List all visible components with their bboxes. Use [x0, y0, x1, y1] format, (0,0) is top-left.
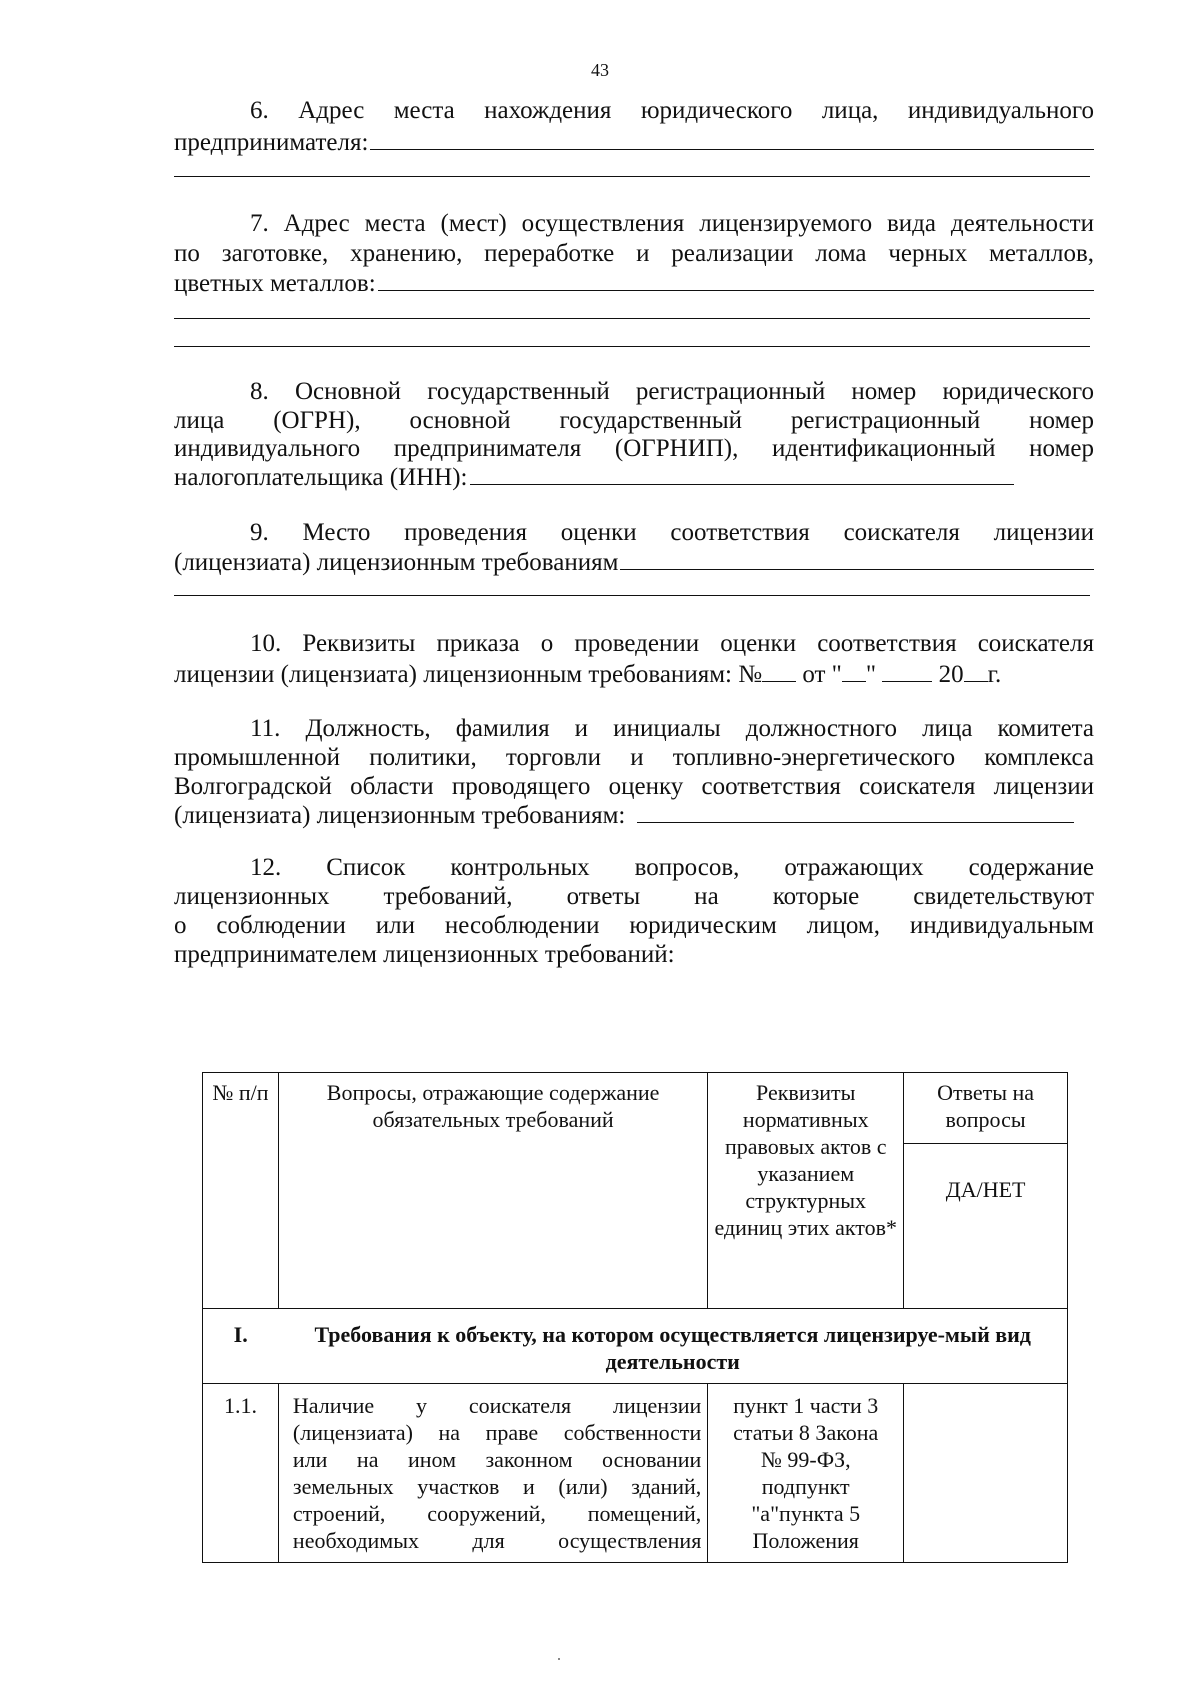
question-line: строений, сооружений, помещений, — [292, 1501, 702, 1526]
item8-line3: индивидуального предпринимателя (ОГРНИП), идентификационный номер — [174, 435, 1094, 462]
item7-blank-line-2[interactable] — [174, 346, 1090, 347]
page-number: 43 — [591, 60, 609, 80]
item8-inn-field[interactable] — [470, 462, 1014, 485]
order-month-field[interactable] — [882, 661, 932, 682]
row-requisites: пункт 1 части 3 статьи 8 Закона № 99-ФЗ, подпункт "а"пункта 5 Положения — [708, 1384, 904, 1563]
item11-line3: Волгоградской области проводящего оценку соответствия соискателя лицензии — [174, 773, 1094, 800]
row-question — [278, 1384, 707, 1563]
item11-official-field[interactable] — [637, 800, 1074, 823]
item11-line1: 11. Должность, фамилия и инициалы должностного лица комитета — [250, 715, 1094, 742]
header-requisites: Реквизиты нормативных правовых актов с указанием структурных единиц этих актов* — [708, 1073, 904, 1309]
order-day-field[interactable] — [842, 661, 866, 682]
order-year-field[interactable] — [964, 661, 988, 682]
question-line: (лицензиата) на праве собственности — [292, 1420, 702, 1445]
item12-line3: о соблюдении или несоблюдении юридическим лицом, индивидуальным — [174, 912, 1094, 939]
section-row — [203, 1309, 1068, 1384]
item10-line1: 10. Реквизиты приказа о проведении оценки соответствия соискателя — [250, 630, 1094, 657]
item7-line3: цветных металлов: — [174, 268, 1094, 299]
header-num: № п/п — [203, 1073, 279, 1309]
section-num: I. — [203, 1309, 279, 1384]
row-num: 1.1. — [203, 1384, 279, 1563]
item7-line2: по заготовке, хранению, переработке и реализации лома черных металлов, — [174, 240, 1094, 267]
item11-line2: промышленной политики, торговли и топливно-энергетического комплекса — [174, 744, 1094, 771]
question-line: необходимых для осуществления — [292, 1528, 702, 1553]
item8-line4: налогоплательщика (ИНН): — [174, 462, 1014, 493]
header-questions: Вопросы, отражающие содержание обязательных требований — [278, 1073, 707, 1309]
item6-blank-line[interactable] — [174, 176, 1090, 177]
row-answer[interactable] — [904, 1384, 1068, 1563]
table-header-row — [203, 1073, 1068, 1144]
item7-line1: 7. Адрес места (мест) осуществления лицензируемого вида деятельности — [250, 210, 1094, 237]
item8-line2: лица (ОГРН), основной государственный регистрационный номер — [174, 407, 1094, 434]
question-line: земельных участков и (или) зданий, — [292, 1474, 702, 1499]
header-answers: Ответы на вопросы — [904, 1073, 1068, 1144]
question-line: или на ином законном основании — [292, 1447, 702, 1472]
item6-address-field[interactable] — [370, 127, 1094, 150]
item8-line1: 8. Основной государственный регистрационный номер юридического — [250, 378, 1094, 405]
item6-line1: 6. Адрес места нахождения юридического лица, индивидуального — [250, 97, 1094, 124]
item11-line4: (лицензиата) лицензионным требованиям: — [174, 800, 1074, 831]
item12-line1: 12. Список контрольных вопросов, отражающих содержание — [250, 854, 1094, 881]
item9-line2: (лицензиата) лицензионным требованиям — [174, 547, 1094, 578]
item12-line2: лицензионных требований, ответы на которые свидетельствуют — [174, 883, 1094, 910]
item7-address-field[interactable] — [378, 268, 1094, 291]
checklist-table — [202, 1072, 1068, 1563]
question-line: Наличие у соискателя лицензии — [292, 1393, 702, 1418]
item6-line2: предпринимателя: — [174, 127, 1094, 158]
item12-line4: предпринимателем лицензионных требований: — [174, 941, 675, 968]
item9-place-field[interactable] — [620, 547, 1094, 570]
order-number-field[interactable] — [762, 661, 796, 682]
scan-speck — [558, 1658, 560, 1660]
item9-blank-line[interactable] — [174, 595, 1090, 596]
table-row — [203, 1384, 1068, 1563]
header-answers-yes-no: ДА/НЕТ — [904, 1144, 1068, 1309]
item7-blank-line-1[interactable] — [174, 318, 1090, 319]
section-title: Требования к объекту, на котором осуществляется лицензируе-мый вид деятельности — [278, 1309, 1067, 1384]
item9-line1: 9. Место проведения оценки соответствия соискателя лицензии — [250, 519, 1094, 546]
item10-line2: лицензии (лицензиата) лицензионным требованиям: № от " " 20 г. — [174, 661, 1002, 688]
